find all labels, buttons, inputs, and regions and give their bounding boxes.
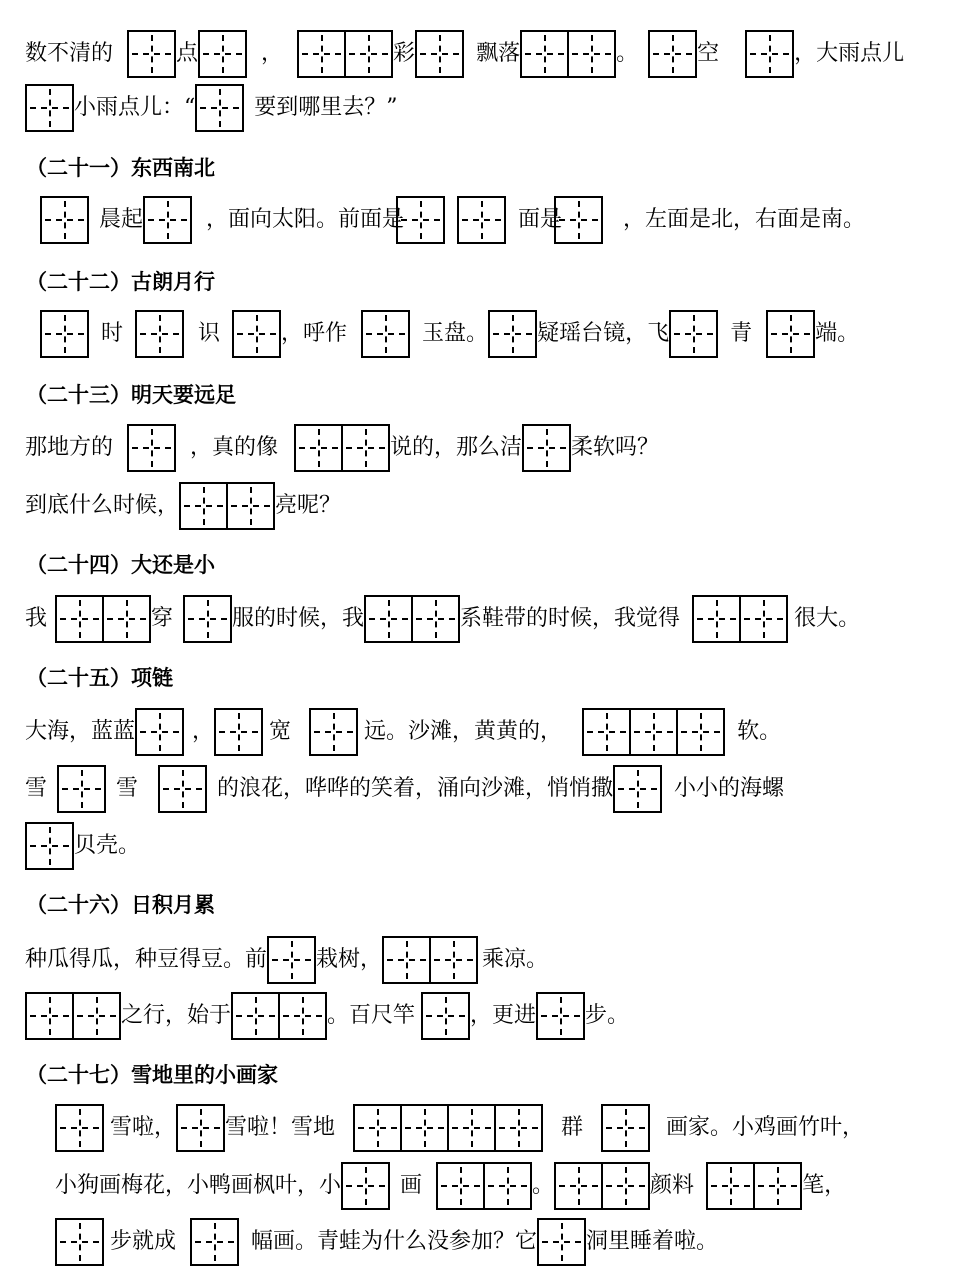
answer-box[interactable] <box>135 708 184 756</box>
answer-box[interactable] <box>364 595 413 643</box>
line-text: ，呼作 <box>281 321 348 346</box>
line-text: 面是 <box>518 207 563 232</box>
answer-box[interactable] <box>341 424 390 472</box>
line-text: ，左面是北，右面是南。 <box>623 207 866 232</box>
answer-box[interactable] <box>344 30 393 78</box>
line-text: 小小的海螺 <box>674 776 785 801</box>
fill-line-6 <box>0 480 969 532</box>
line-text: 亮呢？ <box>275 493 342 518</box>
answer-box[interactable] <box>522 424 571 472</box>
line-text: 我 <box>25 606 48 631</box>
answer-box[interactable] <box>415 30 464 78</box>
line-text: 服的时候，我 <box>232 606 365 631</box>
line-text: 雪啦， <box>110 1115 177 1140</box>
answer-box[interactable] <box>72 992 121 1040</box>
line-text: 笔， <box>802 1173 847 1198</box>
answer-box[interactable] <box>601 1162 650 1210</box>
line-text: 画 <box>400 1173 423 1198</box>
line-text: 步。 <box>585 1003 630 1028</box>
answer-box[interactable] <box>629 708 678 756</box>
line-text: 远。沙滩，黄黄的， <box>364 719 563 744</box>
answer-box[interactable] <box>745 30 794 78</box>
line-text: 数不清的 <box>25 41 114 66</box>
answer-box[interactable] <box>706 1162 755 1210</box>
line-text: 彩 <box>393 41 416 66</box>
answer-box[interactable] <box>267 936 316 984</box>
fill-line-8 <box>0 706 969 758</box>
fill-line-4 <box>0 308 969 360</box>
answer-box[interactable] <box>669 310 718 358</box>
line-text: 雪 <box>116 776 139 801</box>
line-text: 群 <box>561 1115 584 1140</box>
answer-box[interactable] <box>341 1162 390 1210</box>
answer-box[interactable] <box>176 1104 225 1152</box>
answer-box[interactable] <box>429 936 478 984</box>
line-text: ，真的像 <box>190 435 279 460</box>
answer-box[interactable] <box>382 936 431 984</box>
answer-box[interactable] <box>226 482 275 530</box>
answer-box[interactable] <box>537 1218 586 1266</box>
answer-box[interactable] <box>488 310 537 358</box>
answer-box[interactable] <box>25 992 74 1040</box>
answer-box[interactable] <box>692 595 741 643</box>
answer-box[interactable] <box>179 482 228 530</box>
line-text: ，大雨点儿 <box>794 41 905 66</box>
line-text: 。 <box>616 41 639 66</box>
answer-box[interactable] <box>361 310 410 358</box>
answer-box[interactable] <box>411 595 460 643</box>
answer-box[interactable] <box>297 30 346 78</box>
line-text: 时 <box>101 321 124 346</box>
fill-line-7 <box>0 593 969 645</box>
fill-line-10 <box>0 820 969 872</box>
answer-box[interactable] <box>40 310 89 358</box>
answer-box[interactable] <box>554 1162 603 1210</box>
line-text: 软。 <box>737 719 782 744</box>
answer-box[interactable] <box>582 708 631 756</box>
answer-box[interactable] <box>143 196 192 244</box>
answer-box[interactable] <box>102 595 151 643</box>
fill-line-3 <box>0 194 969 246</box>
answer-box[interactable] <box>214 708 263 756</box>
line-text: 雪啦！雪地 <box>225 1115 336 1140</box>
answer-box[interactable] <box>55 1218 104 1266</box>
answer-box[interactable] <box>613 765 662 813</box>
answer-box[interactable] <box>40 196 89 244</box>
line-text: 幅画。青蛙为什么没参加？它 <box>251 1229 538 1254</box>
answer-box[interactable] <box>753 1162 802 1210</box>
answer-box[interactable] <box>25 84 74 132</box>
answer-box[interactable] <box>494 1104 543 1152</box>
answer-box[interactable] <box>648 30 697 78</box>
line-text: 说的，那么洁 <box>390 435 523 460</box>
line-text: 画家。小鸡画竹叶， <box>666 1115 865 1140</box>
answer-box[interactable] <box>135 310 184 358</box>
section-heading: （二十七）雪地里的小画家 <box>26 1063 278 1087</box>
answer-box[interactable] <box>601 1104 650 1152</box>
answer-box[interactable] <box>55 1104 104 1152</box>
answer-box[interactable] <box>55 595 104 643</box>
answer-box[interactable] <box>278 992 327 1040</box>
answer-box[interactable] <box>520 30 569 78</box>
section-heading: （二十四）大还是小 <box>26 553 215 577</box>
answer-box[interactable] <box>766 310 815 358</box>
line-text: 的浪花，哗哗的笑着，涌向沙滩，悄悄撒 <box>217 776 614 801</box>
line-text: 洞里睡着啦。 <box>586 1229 719 1254</box>
line-text: 柔软吗？ <box>571 435 660 460</box>
fill-line-15 <box>0 1216 969 1268</box>
answer-box[interactable] <box>294 424 343 472</box>
line-text: 颜料 <box>650 1173 695 1198</box>
section-heading: （二十五）项链 <box>26 666 173 690</box>
answer-box[interactable] <box>400 1104 449 1152</box>
line-text: 系鞋带的时候，我觉得 <box>460 606 681 631</box>
answer-box[interactable] <box>127 424 176 472</box>
line-text: 之行，始于 <box>121 1003 232 1028</box>
answer-box[interactable] <box>190 1218 239 1266</box>
answer-box[interactable] <box>483 1162 532 1210</box>
line-text: 端。 <box>815 321 860 346</box>
line-text: 那地方的 <box>25 435 114 460</box>
section-heading: （二十二）古朗月行 <box>26 270 215 294</box>
line-text: 空 <box>697 41 720 66</box>
answer-box[interactable] <box>536 992 585 1040</box>
line-text: 。 <box>532 1173 555 1198</box>
answer-box[interactable] <box>195 84 244 132</box>
line-text: 小雨点儿：“ <box>74 95 196 120</box>
line-text: 穿 <box>151 606 174 631</box>
answer-box[interactable] <box>739 595 788 643</box>
section-heading: （二十三）明天要远足 <box>26 383 236 407</box>
answer-box[interactable] <box>436 1162 485 1210</box>
answer-box[interactable] <box>421 992 470 1040</box>
fill-line-11 <box>0 934 969 986</box>
line-text: ， <box>192 719 215 744</box>
line-text: 很大。 <box>794 606 861 631</box>
fill-line-1 <box>0 28 969 80</box>
line-text: ，更进 <box>470 1003 537 1028</box>
line-text: 疑瑶台镜，飞 <box>537 321 670 346</box>
fill-line-14 <box>0 1160 969 1212</box>
line-text: 小狗画梅花，小鸭画枫叶，小 <box>55 1173 342 1198</box>
line-text: 青 <box>730 321 753 346</box>
answer-box[interactable] <box>127 30 176 78</box>
fill-line-12 <box>0 990 969 1042</box>
answer-box[interactable] <box>554 196 603 244</box>
line-text: 雪 <box>25 776 48 801</box>
line-text: 。百尺竿 <box>327 1003 416 1028</box>
line-text: 乘凉。 <box>482 947 549 972</box>
section-heading: （二十一）东西南北 <box>26 156 215 180</box>
line-text: 识 <box>198 321 221 346</box>
answer-box[interactable] <box>353 1104 402 1152</box>
line-text: 步就成 <box>110 1229 177 1254</box>
answer-box[interactable] <box>447 1104 496 1152</box>
line-text: 点 <box>176 41 199 66</box>
answer-box[interactable] <box>57 765 106 813</box>
line-text: 贝壳。 <box>74 833 141 858</box>
answer-box[interactable] <box>457 196 506 244</box>
line-text: 大海，蓝蓝 <box>25 719 136 744</box>
line-text: 栽树， <box>316 947 383 972</box>
line-text: 飘落 <box>476 41 521 66</box>
line-text: 要到哪里去？” <box>254 95 398 120</box>
answer-box[interactable] <box>25 822 74 870</box>
answer-box[interactable] <box>231 992 280 1040</box>
answer-box[interactable] <box>676 708 725 756</box>
fill-line-5 <box>0 422 969 474</box>
line-text: 晨起 <box>99 207 144 232</box>
line-text: ，面向太阳。前面是 <box>206 207 405 232</box>
answer-box[interactable] <box>396 196 445 244</box>
line-text: ， <box>261 41 284 66</box>
section-heading: （二十六）日积月累 <box>26 893 215 917</box>
line-text: 宽 <box>269 719 292 744</box>
answer-box[interactable] <box>198 30 247 78</box>
line-text: 到底什么时候， <box>25 493 180 518</box>
line-text: 种瓜得瓜，种豆得豆。前 <box>25 947 268 972</box>
answer-box[interactable] <box>567 30 616 78</box>
answer-box[interactable] <box>232 310 281 358</box>
line-text: 玉盘。 <box>422 321 489 346</box>
answer-box[interactable] <box>183 595 232 643</box>
fill-line-9 <box>0 763 969 815</box>
fill-line-13 <box>0 1102 969 1154</box>
answer-box[interactable] <box>158 765 207 813</box>
fill-line-2 <box>0 82 969 134</box>
answer-box[interactable] <box>309 708 358 756</box>
